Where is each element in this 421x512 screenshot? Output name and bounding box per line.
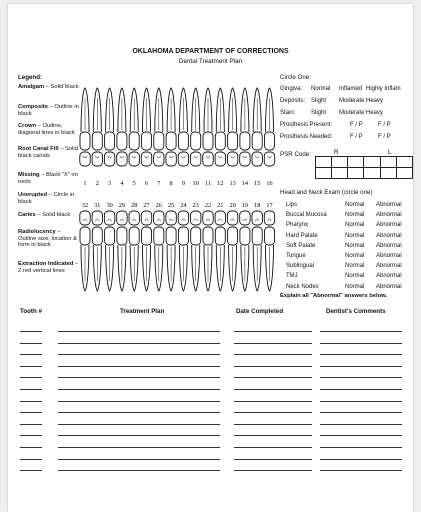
entry-line[interactable] [20,412,42,413]
entry-line[interactable] [234,435,312,436]
lower-arch [80,211,275,291]
lower-tooth [203,211,213,291]
entry-line[interactable] [20,459,42,460]
hn-label: Neck Nodes [286,283,319,290]
entry-line[interactable] [58,470,220,471]
condition-option[interactable]: Slight [311,110,327,116]
lower-tooth [166,211,176,291]
head-neck-title [280,189,373,196]
legend-desc: – Outline in black [18,104,79,117]
tooth-number: 24 [180,202,187,209]
table-row[interactable] [8,463,413,473]
entry-line[interactable] [58,447,220,448]
upper-tooth [252,88,262,166]
entry-line[interactable] [320,343,402,344]
psr-cell[interactable] [364,168,380,179]
prosthesis-option[interactable]: F / P [350,122,363,128]
legend-desc: – Solid black [44,84,79,90]
legend-item [18,104,80,117]
tooth-number: 28 [131,202,138,209]
upper-tooth [166,88,176,166]
abnormal-option[interactable]: Abnormal [376,273,402,280]
entry-line[interactable] [234,401,312,402]
condition-option[interactable]: Slight [311,98,327,104]
tooth-number: 1 [83,180,87,187]
legend-desc: – Solid black canals [18,146,78,159]
condition-label: Deposits: [280,98,306,104]
entry-line[interactable] [20,401,42,402]
tooth-number: 22 [204,202,212,209]
lower-tooth [252,211,262,291]
psr-r-label: R [334,149,339,156]
hn-label: Buccal Mucosa [286,212,327,219]
tooth-number: 17 [266,202,273,209]
psr-cell[interactable] [364,157,380,168]
legend-desc: – 2 red vertical lines [18,261,79,274]
lower-tooth [92,211,102,291]
lower-tooth [129,211,139,291]
lower-tooth [141,211,151,291]
tooth-number: 25 [167,202,175,209]
entry-line[interactable] [320,331,402,332]
hn-label: Hard Palate [286,232,318,239]
tooth-number: 26 [155,202,162,209]
abnormal-option[interactable]: Abnormal [376,222,402,229]
psr-cell[interactable] [396,168,412,179]
explain-note: Explain all "Abnormal" answers below. [280,293,388,299]
legend-item [18,84,80,91]
entry-line[interactable] [20,424,42,425]
psr-l-label: L [388,149,392,156]
document-page [8,4,413,512]
table-row[interactable] [8,370,413,380]
upper-tooth [154,88,164,166]
upper-tooth [92,88,102,166]
lower-tooth [104,211,114,291]
abnormal-option[interactable]: Abnormal [376,263,402,270]
tooth-number: 19 [241,202,249,209]
hn-label: TMJ [286,273,298,280]
entry-line[interactable] [234,343,312,344]
table-row[interactable] [8,452,413,462]
entry-line[interactable] [234,470,312,471]
prosthesis-option[interactable]: F / P [350,134,363,140]
prosthesis-option[interactable]: F / P [378,134,391,140]
hn-label: Sublingual [286,263,315,270]
upper-tooth-numbers [83,180,272,187]
lower-tooth-numbers [82,202,273,209]
entry-line[interactable] [234,377,312,378]
circle-one-title: Circle One: [280,74,311,81]
lower-tooth [264,211,274,291]
abnormal-option[interactable]: Abnormal [376,283,402,290]
legend-desc: – Outline, diagonal lines in black [18,123,75,136]
entry-line[interactable] [58,424,220,425]
abnormal-option[interactable]: Abnormal [376,242,402,249]
table-row[interactable] [8,417,413,427]
normal-option[interactable]: Normal [345,222,365,229]
psr-grid[interactable] [315,156,413,179]
entry-line[interactable] [20,389,42,390]
legend-desc: – Black "X" on roots [18,172,78,185]
tooth-number: 7 [157,180,161,187]
legend-term: Unerupted [18,192,47,198]
psr-cell[interactable] [316,157,332,168]
entry-line[interactable] [320,354,402,355]
legend-term: Radiolucency [18,229,56,235]
hn-label: Tongue [286,253,306,259]
entry-line[interactable] [58,343,220,344]
entry-line[interactable] [58,366,220,367]
tooth-number: 31 [94,202,101,209]
table-row[interactable] [8,347,413,357]
lower-tooth [117,211,127,291]
upper-tooth [215,88,225,166]
tooth-number: 2 [95,180,99,187]
upper-tooth [240,88,250,166]
tooth-number: 11 [204,180,212,187]
upper-tooth [129,88,139,166]
condition-label: Stain: [280,110,296,116]
psr-cell[interactable] [332,168,348,179]
tooth-number: 12 [217,180,224,187]
entry-line[interactable] [58,331,220,332]
tooth-number: 20 [229,202,236,209]
normal-option[interactable]: Normal [345,273,365,280]
lower-tooth [215,211,225,291]
upper-arch [80,88,275,166]
tooth-number: 18 [254,202,261,209]
normal-option[interactable]: Normal [345,283,365,290]
tooth-number: 21 [217,202,224,209]
condition-option[interactable]: Highly Inflam [366,86,401,92]
upper-tooth [80,88,90,166]
entry-line[interactable] [20,470,42,471]
abnormal-option[interactable]: Abnormal [376,202,402,208]
psr-cell[interactable] [380,168,396,179]
abnormal-option[interactable]: Abnormal [376,232,402,239]
psr-cell[interactable] [396,157,412,168]
upper-tooth [141,88,151,166]
department-title: OKLAHOMA DEPARTMENT OF CORRECTIONS [132,48,289,55]
tooth-number: 8 [169,180,173,187]
entry-line[interactable] [320,470,402,471]
psr-code-label: PSR Code: [280,151,311,158]
table-row[interactable] [8,336,413,346]
entry-line[interactable] [320,401,402,402]
upper-tooth [227,88,237,166]
legend-desc: – Solid black [35,212,71,218]
legend-item [18,261,80,274]
legend-item [18,123,80,136]
entry-line[interactable] [320,459,402,460]
abnormal-option[interactable]: Abnormal [376,212,402,219]
normal-option[interactable]: Normal [345,253,365,259]
condition-option[interactable]: Moderate [339,110,365,116]
condition-option[interactable]: Normal [311,86,331,92]
col-tooth-number: Tooth # [20,308,42,315]
upper-tooth [203,88,213,166]
table-row[interactable] [8,405,413,415]
entry-line[interactable] [234,331,312,332]
psr-cell[interactable] [348,157,364,168]
legend-item [18,212,80,219]
legend-item [18,229,80,249]
lower-tooth [240,211,250,291]
legend-term: Missing [18,172,40,178]
normal-option[interactable]: Normal [345,242,365,249]
condition-label: Gingiva: [280,86,303,92]
tooth-number: 29 [118,202,126,209]
legend-item [18,172,80,185]
legend-term: Composite [18,104,48,110]
col-dentist-comments: Dentist's Comments [326,308,386,315]
entry-line[interactable] [234,389,312,390]
entry-line[interactable] [320,366,402,367]
entry-line[interactable] [20,343,42,344]
entry-line[interactable] [58,354,220,355]
table-row[interactable] [8,428,413,438]
normal-option[interactable]: Normal [345,232,365,239]
tooth-number: 27 [143,202,150,209]
table-row[interactable] [8,394,413,404]
upper-tooth [178,88,188,166]
entry-line[interactable] [320,412,402,413]
tooth-number: 30 [106,202,113,209]
entry-line[interactable] [58,459,220,460]
entry-line[interactable] [234,354,312,355]
hn-label: Soft Palate [286,242,316,249]
hn-label: Lips [286,202,298,208]
upper-tooth [117,88,127,166]
lower-tooth [227,211,237,291]
legend-term: Crown [18,123,37,129]
prosthesis-label: Prosthesis Present: [280,122,333,128]
tooth-number: 9 [181,180,185,187]
upper-tooth [264,88,274,166]
normal-option[interactable]: Normal [345,202,365,208]
legend-item [18,192,80,205]
entry-line[interactable] [320,377,402,378]
condition-option[interactable]: Heavy [366,98,384,104]
prosthesis-option[interactable]: F / P [378,122,391,128]
tooth-number: 6 [144,180,149,187]
legend-title: Legend: [18,74,43,81]
condition-option[interactable]: Heavy [366,110,384,116]
prosthesis-label: Prosthesis Needed: [280,134,333,140]
entry-line[interactable] [20,447,42,448]
entry-line[interactable] [58,389,220,390]
legend-item [18,146,80,159]
dental-chart [78,86,290,306]
abnormal-option[interactable]: Abnormal [376,253,402,259]
head-neck-title-text: Head and Neck Exam [280,189,341,196]
entry-line[interactable] [58,401,220,402]
table-row[interactable] [8,382,413,392]
legend-desc: – Outline size, location & form in black [18,229,77,249]
entry-line[interactable] [320,389,402,390]
col-treatment-plan: Treatment Plan [120,308,165,315]
tooth-number: 10 [192,180,199,187]
psr-cell[interactable] [332,157,348,168]
tooth-number: 32 [81,202,89,209]
entry-line[interactable] [320,424,402,425]
tooth-number: 23 [192,202,199,209]
tooth-number: 4 [120,180,124,187]
table-row[interactable] [8,359,413,369]
normal-option[interactable]: Normal [345,263,365,270]
entry-line[interactable] [320,435,402,436]
entry-line[interactable] [58,435,220,436]
tooth-number: 16 [266,180,273,187]
col-date-completed: Date Completed [236,308,284,315]
psr-cell[interactable] [316,168,332,179]
tooth-number: 5 [132,180,136,187]
normal-option[interactable]: Normal [345,212,365,219]
head-neck-subtitle: (circle one) [341,189,373,196]
entry-line[interactable] [58,412,220,413]
entry-line[interactable] [20,435,42,436]
entry-line[interactable] [320,447,402,448]
legend-term: Extraction Indicated [18,261,74,267]
upper-tooth [104,88,114,166]
condition-option[interactable]: Moderate [339,98,365,104]
legend-term: Caries [18,212,36,218]
tooth-number: 15 [254,180,261,187]
psr-cell[interactable] [380,157,396,168]
entry-line[interactable] [20,366,42,367]
entry-line[interactable] [20,354,42,355]
legend-term: Amalgam [18,84,45,90]
table-row[interactable] [8,440,413,450]
tooth-number: 3 [108,180,112,187]
psr-cell[interactable] [348,168,364,179]
lower-tooth [178,211,188,291]
legend-term: Root Canal Fill [18,146,59,152]
hn-label: Pharynx [286,222,309,229]
entry-line[interactable] [20,331,42,332]
condition-option[interactable]: Inflamed [339,86,363,92]
table-row[interactable] [8,324,413,334]
lower-tooth [154,211,164,291]
legend-desc: – Circle in black [18,192,75,205]
entry-line[interactable] [234,424,312,425]
lower-tooth [80,211,90,291]
entry-line[interactable] [20,377,42,378]
tooth-number: 13 [229,180,236,187]
entry-line[interactable] [234,459,312,460]
upper-tooth [191,88,201,166]
tooth-number: 14 [241,180,249,187]
entry-line[interactable] [234,447,312,448]
entry-line[interactable] [234,366,312,367]
form-title: Dental Treatment Plan [178,58,243,65]
lower-tooth [191,211,201,291]
entry-line[interactable] [58,377,220,378]
entry-line[interactable] [234,412,312,413]
